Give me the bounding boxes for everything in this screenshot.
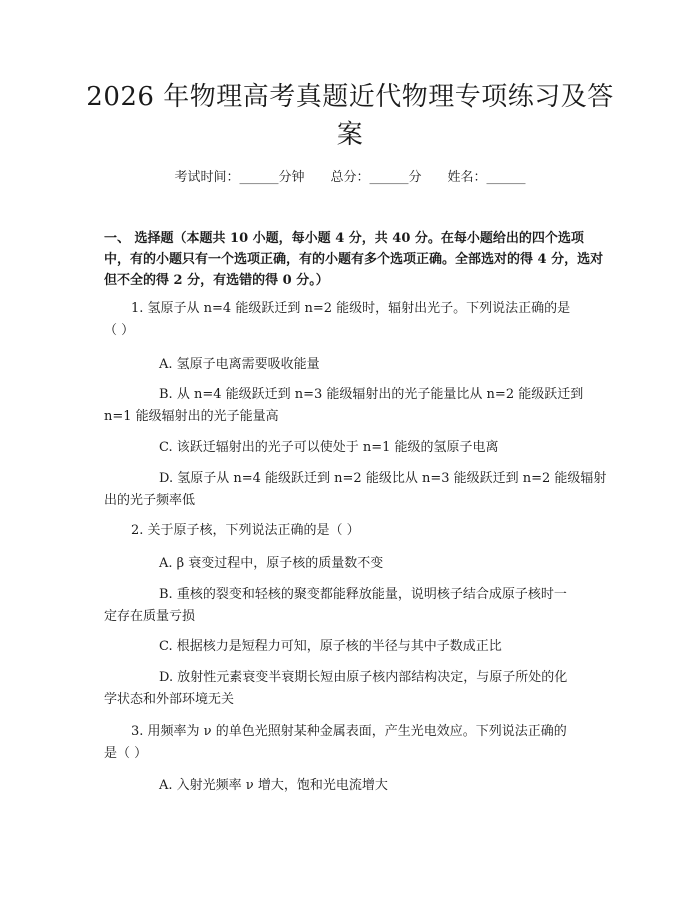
q1-option-d-line-2: 出的光子频率低 — [104, 493, 196, 508]
q1-option-b-line-2: n=1 能级辐射出的光子能量高 — [104, 409, 279, 424]
q3-stem-line-2: 是（ ） — [104, 746, 148, 761]
q2-stem: 2. 关于原子核，下列说法正确的是（ ） — [131, 523, 360, 538]
q1-option-b-line-1: B. 从 n=4 能级跃迁到 n=3 能级辐射出的光子能量比从 n=2 能级跃迁到 — [159, 387, 584, 402]
q1-option-c: C. 该跃迁辐射出的光子可以使处于 n=1 能级的氢原子电离 — [159, 440, 499, 455]
q3-option-a: A. 入射光频率 ν 增大，饱和光电流增大 — [159, 778, 388, 793]
q2-option-d-line-1: D. 放射性元素衰变半衰期长短由原子核内部结构决定，与原子所处的化 — [159, 670, 568, 685]
q1-stem-line-1: 1. 氢原子从 n=4 能级跃迁到 n=2 能级时，辐射出光子。下列说法正确的是 — [131, 301, 571, 316]
q1-option-d-line-1: D. 氢原子从 n=4 能级跃迁到 n=2 能级比从 n=3 能级跃迁到 n=2 能级辐射 — [159, 471, 607, 486]
q1-option-a: A. 氢原子电离需要吸收能量 — [159, 357, 320, 372]
q3-stem-line-1: 3. 用频率为 ν 的单色光照射某种金属表面，产生光电效应。下列说法正确的 — [131, 724, 567, 739]
section-heading: 一、 选择题（本题共 10 小题，每小题 4 分，共 40 分。在每小题给出的四个选项中，有的小题只有一个选项正确，有的小题有多个选项正确。全部选对的得 4 分，选对但不全的得 2 分，有选错的得 0 分。） — [104, 231, 604, 288]
title-line-1: 2026 年物理高考真题近代物理专项练习及答 — [86, 82, 614, 112]
exam-meta — [0, 168, 700, 188]
student-name: 姓名：______ — [447, 170, 526, 185]
q2-option-c: C. 根据核力是短程力可知，原子核的半径与其中子数成正比 — [159, 639, 502, 654]
q1-stem-line-2: （ ） — [104, 323, 135, 338]
q2-option-b-line-2: 定存在质量亏损 — [104, 609, 196, 624]
document-title — [70, 78, 630, 154]
exam-time: 考试时间：______分钟 — [174, 170, 305, 185]
exam-total-score: 总分：______分 — [330, 170, 422, 185]
q2-option-d-line-2: 学状态和外部环境无关 — [104, 692, 235, 707]
q2-option-b-line-1: B. 重核的裂变和轻核的聚变都能释放能量，说明核子结合成原子核时一 — [159, 587, 567, 602]
title-line-2: 案 — [336, 120, 364, 150]
q2-option-a: A. β 衰变过程中，原子核的质量数不变 — [159, 556, 384, 571]
